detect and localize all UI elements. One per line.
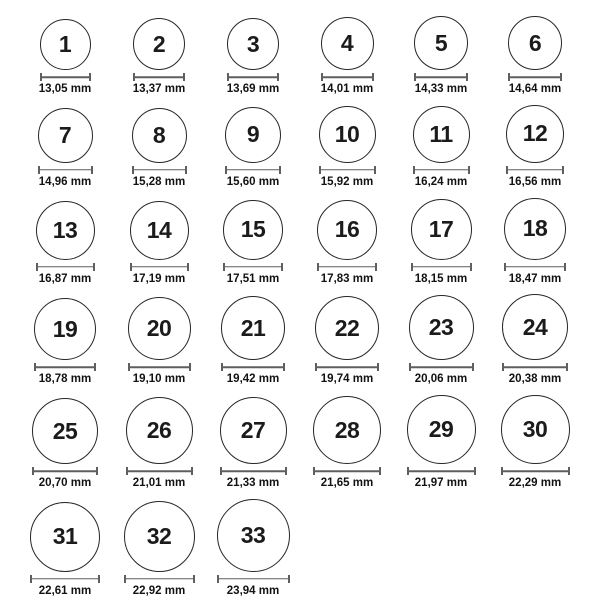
- ring-diameter-label: 22,61 mm: [38, 584, 92, 597]
- measure-bar: [223, 367, 283, 369]
- ring-size-number: 29: [428, 416, 454, 443]
- ring-circle: [221, 296, 285, 360]
- diameter-measure-line: [36, 263, 95, 271]
- diameter-measure-line: [124, 575, 195, 583]
- ring-size-number: 30: [522, 416, 548, 443]
- ring-diameter-label: 13,05 mm: [38, 83, 92, 95]
- diameter-measure-line: [221, 363, 285, 371]
- diameter-measure-line: [508, 73, 562, 81]
- diameter-measure-line: [30, 575, 100, 583]
- ring-circle: [124, 501, 195, 572]
- ring-size-item: [206, 294, 300, 387]
- measure-bar: [38, 266, 93, 268]
- diameter-measure-line: [34, 363, 96, 371]
- ring-size-number: 23: [428, 314, 454, 341]
- ring-size-item: [112, 499, 206, 599]
- ring-diameter-label: 13,37 mm: [132, 83, 186, 95]
- ring-circle: [225, 107, 281, 163]
- ring-size-item: [488, 395, 582, 491]
- measure-bar: [503, 470, 568, 472]
- ring-circle: [126, 397, 193, 464]
- ring-size-number: 32: [146, 522, 172, 549]
- ring-size-item: [394, 395, 488, 491]
- ring-size-item: [488, 105, 582, 190]
- diameter-measure-line: [315, 363, 379, 371]
- ring-size-item: [300, 198, 394, 287]
- diameter-measure-line: [217, 575, 290, 583]
- ring-diameter-label: 22,92 mm: [132, 584, 186, 597]
- ring-diameter-label: 17,19 mm: [132, 272, 186, 285]
- diameter-measure-line: [220, 467, 287, 475]
- diameter-measure-line: [413, 166, 470, 174]
- ring-size-number: 7: [58, 121, 72, 148]
- ring-size-item: [18, 16, 112, 97]
- measure-bar: [130, 367, 189, 369]
- diameter-measure-line: [321, 73, 374, 81]
- ring-size-number: 16: [334, 216, 360, 243]
- ring-diameter-label: 21,97 mm: [414, 477, 468, 490]
- ring-diameter-label: 20,06 mm: [414, 373, 468, 386]
- diameter-measure-line: [409, 363, 474, 371]
- diameter-measure-line: [132, 166, 187, 174]
- ring-size-item: [206, 198, 300, 287]
- measure-bar: [128, 470, 191, 472]
- ring-circle: [508, 16, 562, 70]
- measure-bar: [229, 76, 277, 78]
- diameter-measure-line: [414, 73, 468, 81]
- measure-bar: [416, 76, 466, 78]
- measure-bar: [36, 367, 94, 369]
- diameter-measure-line: [502, 363, 568, 371]
- ring-diameter-label: 18,15 mm: [414, 272, 468, 285]
- diameter-measure-line: [506, 166, 564, 174]
- ring-size-number: 9: [246, 121, 260, 148]
- ring-size-item: [112, 105, 206, 190]
- diameter-measure-line: [504, 263, 566, 271]
- ring-diameter-label: 19,10 mm: [132, 373, 186, 386]
- ring-diameter-label: 14,64 mm: [508, 83, 562, 95]
- diameter-measure-line: [317, 263, 377, 271]
- measure-bar: [126, 578, 193, 580]
- ring-circle: [132, 108, 187, 163]
- ring-diameter-label: 16,56 mm: [508, 175, 562, 188]
- diameter-measure-line: [133, 73, 185, 81]
- ring-size-number: 8: [152, 121, 166, 148]
- ring-diameter-label: 14,96 mm: [38, 175, 92, 188]
- ring-circle: [321, 17, 374, 70]
- ring-diameter-label: 16,24 mm: [414, 175, 468, 188]
- ring-diameter-label: 21,01 mm: [132, 477, 186, 490]
- ring-circle: [502, 294, 568, 360]
- measure-bar: [411, 367, 472, 369]
- ring-diameter-label: 17,83 mm: [320, 272, 374, 285]
- measure-bar: [409, 470, 474, 472]
- measure-bar: [323, 76, 372, 78]
- ring-size-number: 4: [340, 30, 354, 56]
- measure-bar: [317, 367, 377, 369]
- ring-diameter-label: 20,70 mm: [38, 477, 92, 490]
- ring-size-number: 11: [429, 120, 453, 147]
- ring-size-item: [18, 105, 112, 190]
- ring-size-number: 22: [334, 314, 360, 341]
- ring-size-item: [394, 294, 488, 387]
- ring-diameter-label: 18,78 mm: [38, 373, 92, 386]
- ring-size-item: [394, 198, 488, 287]
- ring-size-item: [112, 16, 206, 97]
- ring-size-number: 33: [240, 521, 266, 548]
- ring-diameter-label: 14,01 mm: [320, 83, 374, 95]
- ring-diameter-label: 19,42 mm: [226, 373, 280, 386]
- ring-size-number: 2: [152, 30, 166, 57]
- measure-bar: [42, 76, 89, 78]
- ring-circle: [319, 106, 376, 163]
- ring-size-number: 13: [52, 216, 78, 243]
- ring-size-number: 25: [52, 417, 78, 444]
- ring-size-item: [488, 16, 582, 97]
- ring-size-number: 3: [246, 30, 260, 57]
- ring-circle: [128, 297, 191, 360]
- ring-size-number: 6: [528, 29, 542, 56]
- measure-bar: [504, 367, 566, 369]
- ring-diameter-label: 15,92 mm: [320, 175, 374, 188]
- ring-diameter-label: 15,60 mm: [226, 175, 280, 188]
- diameter-measure-line: [40, 73, 91, 81]
- measure-bar: [34, 470, 96, 472]
- diameter-measure-line: [313, 467, 381, 475]
- measure-bar: [132, 266, 187, 268]
- ring-size-item: [394, 105, 488, 190]
- measure-bar: [135, 76, 183, 78]
- diameter-measure-line: [411, 263, 472, 271]
- ring-size-number: 17: [428, 215, 454, 242]
- ring-circle: [411, 199, 472, 260]
- measure-bar: [321, 169, 374, 171]
- ring-diameter-label: 19,74 mm: [320, 373, 374, 386]
- ring-circle: [40, 19, 91, 70]
- ring-size-number: 19: [52, 315, 78, 342]
- measure-bar: [510, 76, 560, 78]
- ring-size-number: 12: [522, 120, 548, 147]
- ring-diameter-label: 16,87 mm: [38, 272, 92, 285]
- diameter-measure-line: [225, 166, 281, 174]
- diameter-measure-line: [38, 166, 93, 174]
- ring-size-number: 31: [52, 523, 78, 550]
- ring-size-item: [206, 395, 300, 491]
- ring-size-item: [206, 16, 300, 97]
- ring-size-number: 21: [240, 314, 266, 341]
- ring-size-item: [206, 499, 300, 599]
- measure-bar: [506, 266, 564, 268]
- ring-size-item: [112, 198, 206, 287]
- measure-bar: [319, 266, 375, 268]
- ring-circle: [504, 198, 566, 260]
- ring-circle: [30, 502, 100, 572]
- ring-diameter-label: 18,47 mm: [508, 272, 562, 285]
- ring-circle: [217, 499, 290, 572]
- ring-circle: [34, 298, 96, 360]
- ring-circle: [413, 106, 470, 163]
- ring-size-item: [112, 395, 206, 491]
- ring-circle: [133, 18, 185, 70]
- ring-size-number: 27: [240, 417, 266, 444]
- ring-circle: [501, 395, 570, 464]
- diameter-measure-line: [407, 467, 476, 475]
- diameter-measure-line: [128, 363, 191, 371]
- ring-size-item: [206, 105, 300, 190]
- ring-diameter-label: 15,28 mm: [132, 175, 186, 188]
- ring-circle: [317, 200, 377, 260]
- measure-bar: [222, 470, 285, 472]
- measure-bar: [413, 266, 470, 268]
- ring-size-item: [300, 16, 394, 97]
- diameter-measure-line: [126, 467, 193, 475]
- ring-diameter-label: 14,33 mm: [414, 83, 468, 95]
- ring-size-number: 14: [146, 216, 172, 243]
- ring-size-item: [18, 198, 112, 287]
- diameter-measure-line: [501, 467, 570, 475]
- ring-size-item: [18, 395, 112, 491]
- ring-size-item: [300, 105, 394, 190]
- measure-bar: [315, 470, 379, 472]
- ring-circle: [414, 16, 468, 70]
- measure-bar: [32, 578, 98, 580]
- ring-diameter-label: 20,38 mm: [508, 373, 562, 386]
- ring-size-item: [18, 499, 112, 599]
- ring-circle: [407, 395, 476, 464]
- ring-size-item: [488, 198, 582, 287]
- diameter-measure-line: [32, 467, 98, 475]
- ring-diameter-label: 22,29 mm: [508, 477, 562, 490]
- ring-size-number: 10: [334, 120, 360, 147]
- ring-diameter-label: 21,65 mm: [320, 477, 374, 490]
- diameter-measure-line: [130, 263, 189, 271]
- ring-circle: [313, 396, 381, 464]
- ring-size-number: 18: [522, 215, 548, 242]
- measure-bar: [134, 169, 185, 171]
- ring-size-item: [488, 294, 582, 387]
- ring-diameter-label: 13,69 mm: [226, 83, 280, 95]
- measure-bar: [508, 169, 562, 171]
- ring-size-number: 15: [240, 216, 266, 243]
- ring-size-number: 24: [522, 313, 548, 340]
- ring-circle: [409, 295, 474, 360]
- ring-size-number: 26: [146, 417, 172, 444]
- measure-bar: [225, 266, 281, 268]
- measure-bar: [227, 169, 279, 171]
- ring-diameter-label: 21,33 mm: [226, 477, 280, 490]
- ring-circle: [223, 200, 283, 260]
- measure-bar: [219, 578, 288, 580]
- ring-circle: [130, 201, 189, 260]
- diameter-measure-line: [223, 263, 283, 271]
- ring-size-number: 5: [434, 29, 448, 56]
- ring-diameter-label: 23,94 mm: [226, 584, 280, 597]
- ring-size-number: 20: [146, 315, 172, 342]
- ring-size-item: [394, 16, 488, 97]
- ring-diameter-label: 17,51 mm: [226, 272, 280, 285]
- ring-size-item: [300, 395, 394, 491]
- measure-bar: [415, 169, 468, 171]
- ring-circle: [506, 105, 564, 163]
- measure-bar: [40, 169, 91, 171]
- diameter-measure-line: [319, 166, 376, 174]
- ring-circle: [38, 108, 93, 163]
- ring-circle: [32, 398, 98, 464]
- ring-size-item: [18, 294, 112, 387]
- ring-circle: [315, 296, 379, 360]
- ring-circle: [36, 201, 95, 260]
- ring-circle: [227, 18, 279, 70]
- ring-size-item: [300, 294, 394, 387]
- ring-size-number: 1: [58, 31, 72, 57]
- ring-size-number: 28: [334, 416, 360, 443]
- ring-size-item: [112, 294, 206, 387]
- ring-circle: [220, 397, 287, 464]
- diameter-measure-line: [227, 73, 279, 81]
